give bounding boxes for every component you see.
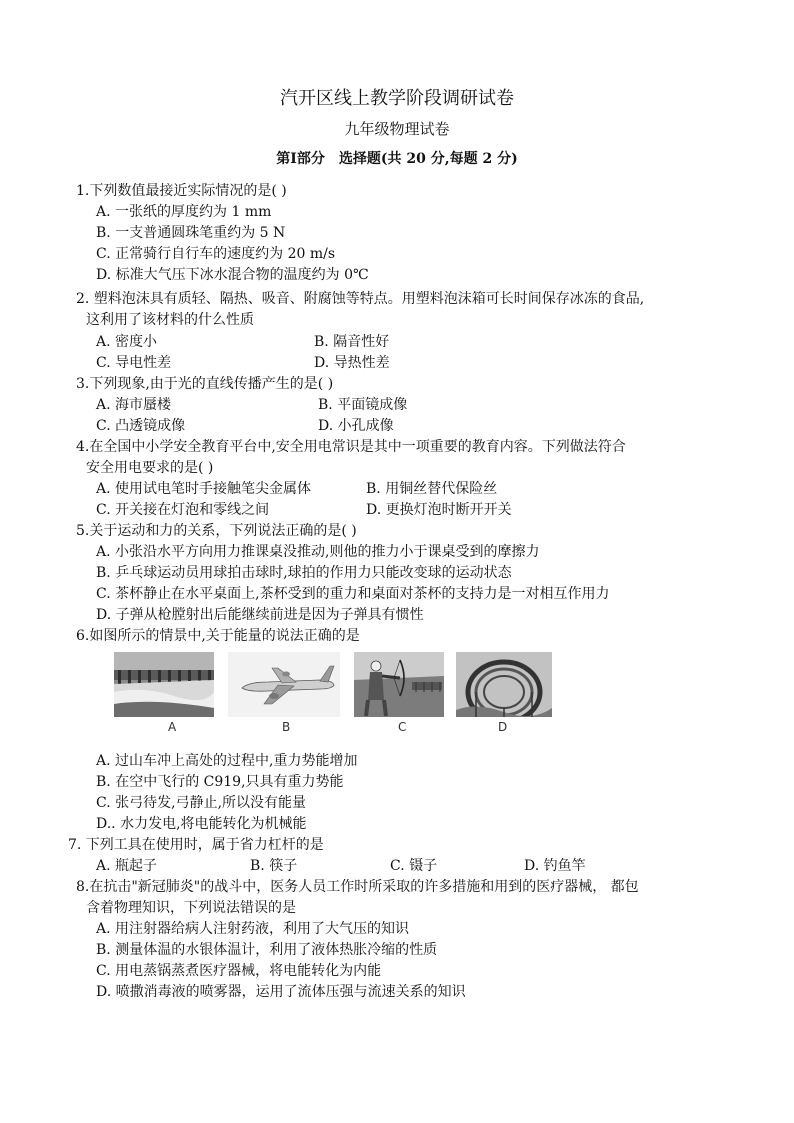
question-7-stem: 7. 下列工具在使用时，属于省力杠杆的是: [68, 837, 324, 853]
question-4-stem-line-1: 4.在全国中小学安全教育平台中,安全用电常识是其中一项重要的教育内容。下列做法符合: [76, 439, 626, 455]
question-2-option-b: B. 隔音性好: [314, 334, 390, 350]
archer-photo: [354, 652, 444, 717]
question-8-option-c: C. 用电蒸锅蒸煮医疗器械，将电能转化为内能: [96, 963, 382, 979]
section-heading: 第Ⅰ部分 选择题(共 20 分,每题 2 分): [276, 151, 518, 167]
airplane-c919-photo: [228, 652, 340, 717]
question-8-option-b: B. 测量体温的水银体温计，利用了液体热胀冷缩的性质: [96, 942, 438, 958]
question-7-option-b: B. 筷子: [250, 858, 298, 874]
question-6-stem: 6.如图所示的情景中,关于能量的说法正确的是: [76, 628, 360, 644]
question-5-option-b: B. 乒乓球运动员用球拍击球时,球拍的作用力只能改变球的运动状态: [96, 565, 512, 581]
question-4-stem-line-2: 安全用电要求的是( ): [86, 460, 214, 476]
question-8-stem-line-1: 8.在抗击"新冠肺炎"的战斗中，医务人员工作时所采取的许多措施和用到的医疗器械， 都包: [76, 879, 639, 895]
question-5-option-d: D. 子弹从枪膛射出后能继续前进是因为子弹具有惯性: [96, 607, 424, 623]
question-6-option-d: D.. 水力发电,将电能转化为机械能: [96, 816, 307, 832]
question-4-option-c: C. 开关接在灯泡和零线之间: [96, 502, 270, 518]
figure-label-d: D: [498, 720, 508, 734]
question-4-option-b: B. 用铜丝替代保险丝: [366, 481, 498, 497]
question-1-option-a: A. 一张纸的厚度约为 1 mm: [96, 204, 272, 220]
figure-label-a: A: [168, 720, 177, 734]
question-4-option-d: D. 更换灯泡时断开开关: [366, 502, 512, 518]
question-1-option-c: C. 正常骑行自行车的速度约为 20 m/s: [96, 246, 336, 262]
question-2-option-c: C. 导电性差: [96, 355, 172, 371]
question-1-stem: 1.下列数值最接近实际情况的是( ): [76, 183, 287, 199]
question-8-option-d: D. 喷撒消毒液的喷雾器，运用了流体压强与流速关系的知识: [96, 984, 466, 1000]
question-1-option-b: B. 一支普通圆珠笔重约为 5 N: [96, 225, 286, 241]
question-7-option-d: D. 钓鱼竿: [524, 858, 586, 874]
question-1-option-d: D. 标准大气压下冰水混合物的温度约为 0℃: [96, 267, 369, 283]
question-6-figure: [114, 652, 554, 742]
question-5-stem: 5.关于运动和力的关系，下列说法正确的是( ): [76, 523, 357, 539]
question-5-option-c: C. 茶杯静止在水平桌面上,茶杯受到的重力和桌面对茶杯的支持力是一对相互作用力: [96, 586, 610, 602]
question-5-option-a: A. 小张沿水平方向用力推课桌没推动,则他的推力小于课桌受到的摩擦力: [96, 544, 540, 560]
question-7-option-c: C. 镊子: [390, 858, 438, 874]
question-3-option-a: A. 海市蜃楼: [96, 397, 172, 413]
question-3-stem: 3.下列现象,由于光的直线传播产生的是( ): [76, 376, 334, 392]
figure-label-c: C: [398, 720, 407, 734]
exam-subtitle: 九年级物理试卷: [344, 120, 450, 138]
exam-title: 汽开区线上教学阶段调研试卷: [280, 88, 514, 109]
figure-label-b: B: [282, 720, 291, 734]
question-8-stem-line-2: 含着物理知识，下列说法错误的是: [86, 900, 296, 916]
question-3-option-c: C. 凸透镜成像: [96, 418, 186, 434]
question-2-option-d: D. 导热性差: [314, 355, 390, 371]
question-3-option-d: D. 小孔成像: [318, 418, 394, 434]
question-2-option-a: A. 密度小: [96, 334, 158, 350]
question-6-option-c: C. 张弓待发,弓静止,所以没有能量: [96, 795, 307, 811]
hydropower-dam-photo: [114, 652, 214, 717]
question-4-option-a: A. 使用试电笔时手接触笔尖金属体: [96, 481, 312, 497]
question-8-option-a: A. 用注射器给病人注射药液，利用了大气压的知识: [96, 921, 410, 937]
roller-coaster-photo: [456, 652, 552, 717]
question-2-stem-line-2: 这利用了该材料的什么性质: [86, 312, 254, 328]
question-6-option-b: B. 在空中飞行的 C919,只具有重力势能: [96, 774, 344, 790]
question-6-option-a: A. 过山车冲上高处的过程中,重力势能增加: [96, 753, 358, 769]
question-7-option-a: A. 瓶起子: [96, 858, 158, 874]
question-2-stem-line-1: 2. 塑料泡沫具有质轻、隔热、吸音、附腐蚀等特点。用塑料泡沫箱可长时间保存冰冻的食品,: [76, 291, 645, 307]
question-3-option-b: B. 平面镜成像: [318, 397, 408, 413]
